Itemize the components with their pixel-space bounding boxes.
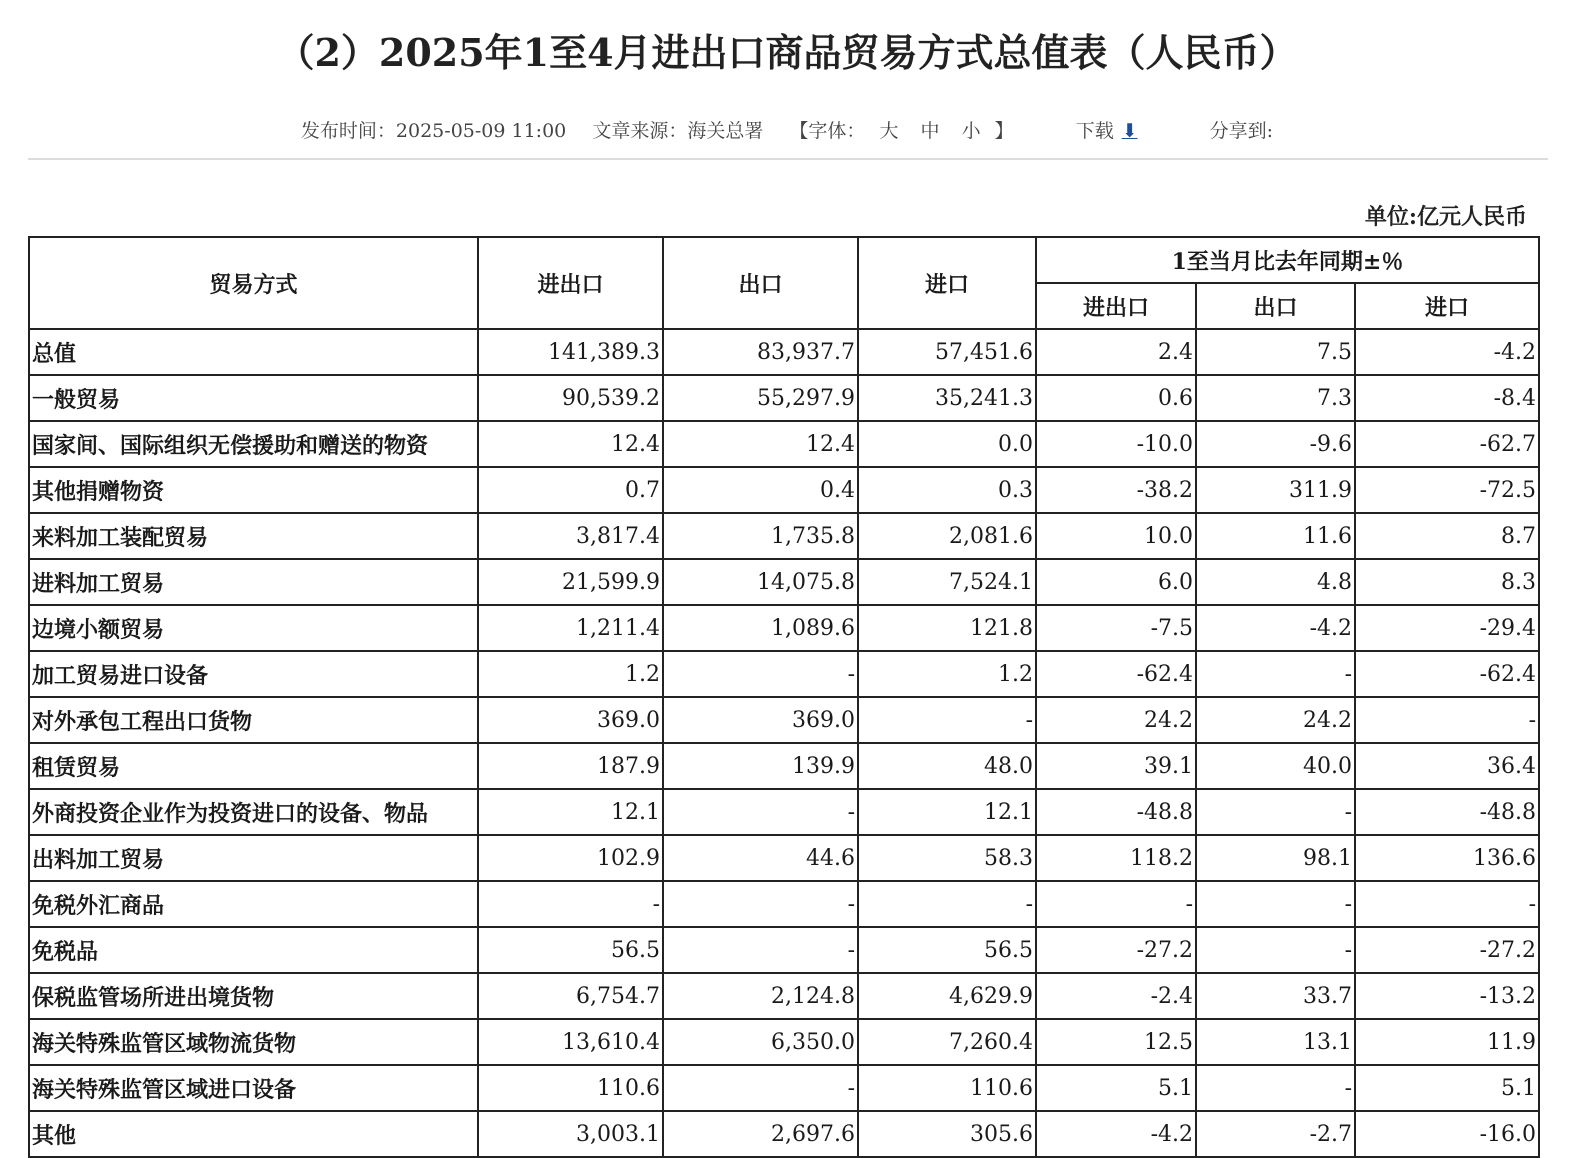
header-yoy-total: 进出口 [1036, 283, 1196, 329]
cell-yoy-export: -4.2 [1196, 605, 1355, 651]
row-trade-mode: 外商投资企业作为投资进口的设备、物品 [29, 789, 478, 835]
table-row [29, 927, 1539, 973]
cell-import: 7,524.1 [858, 559, 1036, 605]
header-export: 出口 [663, 237, 858, 329]
cell-import: 2,081.6 [858, 513, 1036, 559]
cell-yoy-export: 33.7 [1196, 973, 1355, 1019]
cell-export: - [663, 651, 858, 697]
cell-yoy-total: -7.5 [1036, 605, 1196, 651]
cell-export: 2,697.6 [663, 1111, 858, 1157]
cell-yoy-import: -16.0 [1355, 1111, 1539, 1157]
cell-yoy-total: 2.4 [1036, 329, 1196, 375]
article-source: 文章来源：海关总署 [592, 120, 764, 142]
cell-total: 3,817.4 [478, 513, 663, 559]
share-label: 分享到: [1209, 120, 1274, 142]
header-yoy-import: 进口 [1355, 283, 1539, 329]
table-row [29, 743, 1539, 789]
header-yoy-group: 1至当月比去年同期±％ [1036, 237, 1539, 283]
cell-yoy-total: 118.2 [1036, 835, 1196, 881]
cell-yoy-import: - [1355, 881, 1539, 927]
row-trade-mode: 出料加工贸易 [29, 835, 478, 881]
cell-import: 7,260.4 [858, 1019, 1036, 1065]
cell-yoy-total: -4.2 [1036, 1111, 1196, 1157]
row-trade-mode: 其他 [29, 1111, 478, 1157]
row-trade-mode: 免税外汇商品 [29, 881, 478, 927]
cell-yoy-export: 4.8 [1196, 559, 1355, 605]
font-size-medium[interactable]: 中 [920, 120, 940, 142]
table-row [29, 513, 1539, 559]
table-row [29, 651, 1539, 697]
cell-total: 1,211.4 [478, 605, 663, 651]
cell-import: 58.3 [858, 835, 1036, 881]
cell-total: 1.2 [478, 651, 663, 697]
row-trade-mode: 进料加工贸易 [29, 559, 478, 605]
row-trade-mode: 租赁贸易 [29, 743, 478, 789]
cell-yoy-import: 8.3 [1355, 559, 1539, 605]
cell-yoy-import: -29.4 [1355, 605, 1539, 651]
cell-yoy-import: -8.4 [1355, 375, 1539, 421]
table-row [29, 559, 1539, 605]
row-trade-mode: 总值 [29, 329, 478, 375]
cell-yoy-total: -62.4 [1036, 651, 1196, 697]
article-meta [0, 116, 1574, 143]
header-yoy-export: 出口 [1196, 283, 1355, 329]
cell-yoy-total: -38.2 [1036, 467, 1196, 513]
cell-total: 369.0 [478, 697, 663, 743]
trade-mode-table [28, 236, 1540, 1158]
cell-yoy-import: -62.7 [1355, 421, 1539, 467]
cell-export: 14,075.8 [663, 559, 858, 605]
cell-export: 6,350.0 [663, 1019, 858, 1065]
cell-export: 2,124.8 [663, 973, 858, 1019]
header-import: 进口 [858, 237, 1036, 329]
cell-import: - [858, 697, 1036, 743]
cell-yoy-total: -27.2 [1036, 927, 1196, 973]
cell-yoy-total: 24.2 [1036, 697, 1196, 743]
cell-export: 0.4 [663, 467, 858, 513]
page-title: （2）2025年1至4月进出口商品贸易方式总值表（人民币） [276, 30, 1298, 75]
cell-yoy-total: - [1036, 881, 1196, 927]
cell-total: 56.5 [478, 927, 663, 973]
table-row [29, 835, 1539, 881]
row-trade-mode: 一般贸易 [29, 375, 478, 421]
header-trade-mode: 贸易方式 [29, 237, 478, 329]
unit-label: 单位:亿元人民币 [1364, 204, 1527, 230]
cell-import: - [858, 881, 1036, 927]
cell-export: 83,937.7 [663, 329, 858, 375]
header-divider [28, 158, 1548, 160]
publish-time: 发布时间：2025-05-09 11:00 [300, 120, 567, 142]
table-row [29, 1019, 1539, 1065]
font-size-large[interactable]: 大 [879, 120, 899, 142]
font-label-close: 】 [994, 120, 1014, 142]
cell-yoy-export: 7.5 [1196, 329, 1355, 375]
header-total: 进出口 [478, 237, 663, 329]
cell-total: 0.7 [478, 467, 663, 513]
row-trade-mode: 国家间、国际组织无偿援助和赠送的物资 [29, 421, 478, 467]
cell-yoy-total: -2.4 [1036, 973, 1196, 1019]
cell-total: 187.9 [478, 743, 663, 789]
row-trade-mode: 来料加工装配贸易 [29, 513, 478, 559]
cell-export: - [663, 789, 858, 835]
cell-export: 369.0 [663, 697, 858, 743]
table-row [29, 329, 1539, 375]
table-row [29, 973, 1539, 1019]
cell-yoy-import: 11.9 [1355, 1019, 1539, 1065]
cell-yoy-total: 39.1 [1036, 743, 1196, 789]
cell-yoy-import: 136.6 [1355, 835, 1539, 881]
row-trade-mode: 海关特殊监管区域进口设备 [29, 1065, 478, 1111]
cell-import: 0.3 [858, 467, 1036, 513]
download-arrow-icon[interactable]: ⬇ [1121, 120, 1138, 142]
cell-import: 110.6 [858, 1065, 1036, 1111]
cell-total: 21,599.9 [478, 559, 663, 605]
cell-yoy-import: -13.2 [1355, 973, 1539, 1019]
cell-yoy-export: 13.1 [1196, 1019, 1355, 1065]
cell-yoy-total: 6.0 [1036, 559, 1196, 605]
font-size-control [789, 120, 1019, 142]
cell-yoy-export: - [1196, 881, 1355, 927]
cell-yoy-total: -10.0 [1036, 421, 1196, 467]
table-row [29, 605, 1539, 651]
row-trade-mode: 边境小额贸易 [29, 605, 478, 651]
table-row [29, 789, 1539, 835]
table-row [29, 467, 1539, 513]
cell-yoy-export: - [1196, 789, 1355, 835]
cell-yoy-export: 40.0 [1196, 743, 1355, 789]
cell-export: 1,089.6 [663, 605, 858, 651]
cell-import: 35,241.3 [858, 375, 1036, 421]
cell-import: 56.5 [858, 927, 1036, 973]
cell-total: 13,610.4 [478, 1019, 663, 1065]
table-row [29, 375, 1539, 421]
cell-yoy-export: -2.7 [1196, 1111, 1355, 1157]
cell-yoy-export: 98.1 [1196, 835, 1355, 881]
cell-yoy-export: - [1196, 927, 1355, 973]
row-trade-mode: 保税监管场所进出境货物 [29, 973, 478, 1019]
download-label: 下载 [1075, 120, 1114, 142]
cell-import: 1.2 [858, 651, 1036, 697]
cell-yoy-export: 11.6 [1196, 513, 1355, 559]
row-trade-mode: 海关特殊监管区域物流货物 [29, 1019, 478, 1065]
table-row [29, 697, 1539, 743]
cell-yoy-import: -72.5 [1355, 467, 1539, 513]
cell-yoy-total: 10.0 [1036, 513, 1196, 559]
cell-total: 6,754.7 [478, 973, 663, 1019]
cell-yoy-total: 0.6 [1036, 375, 1196, 421]
row-trade-mode: 对外承包工程出口货物 [29, 697, 478, 743]
cell-yoy-export: 311.9 [1196, 467, 1355, 513]
row-trade-mode: 其他捐赠物资 [29, 467, 478, 513]
font-size-small[interactable]: 小 [961, 120, 981, 142]
cell-total: 110.6 [478, 1065, 663, 1111]
cell-import: 12.1 [858, 789, 1036, 835]
cell-yoy-import: -62.4 [1355, 651, 1539, 697]
cell-import: 4,629.9 [858, 973, 1036, 1019]
cell-yoy-total: -48.8 [1036, 789, 1196, 835]
cell-import: 121.8 [858, 605, 1036, 651]
cell-yoy-import: -4.2 [1355, 329, 1539, 375]
cell-total: 90,539.2 [478, 375, 663, 421]
cell-import: 305.6 [858, 1111, 1036, 1157]
cell-export: 139.9 [663, 743, 858, 789]
cell-export: 12.4 [663, 421, 858, 467]
table-row [29, 881, 1539, 927]
cell-yoy-import: - [1355, 697, 1539, 743]
row-trade-mode: 加工贸易进口设备 [29, 651, 478, 697]
font-label-open: 【字体： [789, 120, 866, 142]
cell-total: 12.1 [478, 789, 663, 835]
cell-yoy-export: 7.3 [1196, 375, 1355, 421]
cell-yoy-export: - [1196, 1065, 1355, 1111]
cell-export: 55,297.9 [663, 375, 858, 421]
cell-total: 141,389.3 [478, 329, 663, 375]
cell-total: - [478, 881, 663, 927]
cell-export: 44.6 [663, 835, 858, 881]
cell-yoy-total: 5.1 [1036, 1065, 1196, 1111]
cell-yoy-import: 5.1 [1355, 1065, 1539, 1111]
cell-total: 12.4 [478, 421, 663, 467]
cell-yoy-import: -27.2 [1355, 927, 1539, 973]
cell-import: 48.0 [858, 743, 1036, 789]
cell-export: - [663, 1065, 858, 1111]
cell-yoy-import: 36.4 [1355, 743, 1539, 789]
cell-export: 1,735.8 [663, 513, 858, 559]
cell-import: 57,451.6 [858, 329, 1036, 375]
cell-total: 3,003.1 [478, 1111, 663, 1157]
table-row [29, 421, 1539, 467]
table-row [29, 1065, 1539, 1111]
cell-yoy-total: 12.5 [1036, 1019, 1196, 1065]
table-row [29, 1111, 1539, 1157]
cell-yoy-import: 8.7 [1355, 513, 1539, 559]
cell-yoy-export: 24.2 [1196, 697, 1355, 743]
cell-yoy-export: -9.6 [1196, 421, 1355, 467]
download-link[interactable] [1076, 120, 1154, 142]
cell-export: - [663, 881, 858, 927]
row-trade-mode: 免税品 [29, 927, 478, 973]
cell-yoy-import: -48.8 [1355, 789, 1539, 835]
cell-import: 0.0 [858, 421, 1036, 467]
cell-yoy-export: - [1196, 651, 1355, 697]
cell-export: - [663, 927, 858, 973]
cell-total: 102.9 [478, 835, 663, 881]
